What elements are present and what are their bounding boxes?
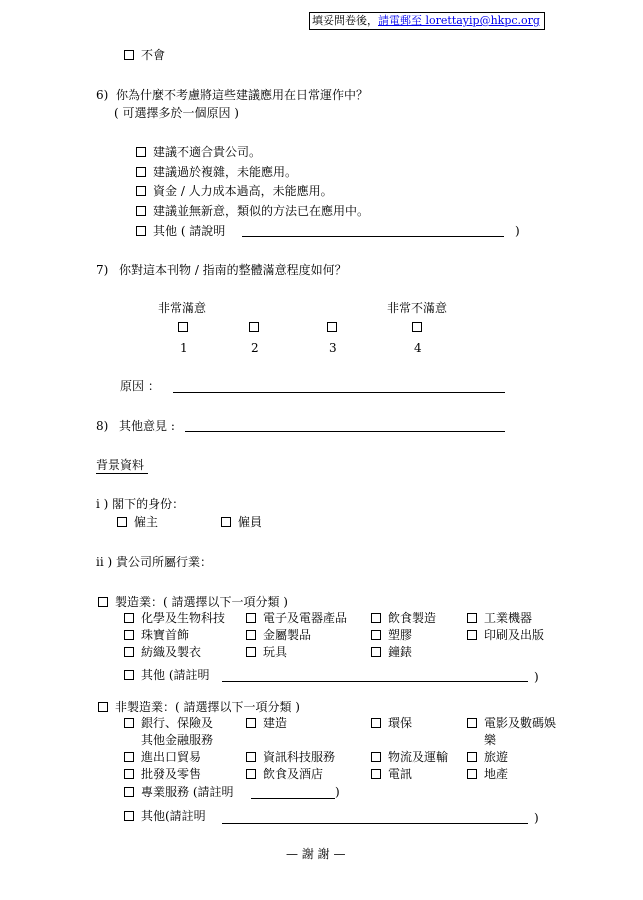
mfg-plastics-label: 塑膠 xyxy=(388,628,413,642)
q6-option-3-checkbox[interactable] xyxy=(136,186,146,196)
nonmfg-it-checkbox[interactable] xyxy=(246,752,256,762)
q6-option-2-checkbox[interactable] xyxy=(136,167,146,177)
nonmfg-film-label: 電影及數碼娛 xyxy=(484,716,557,730)
q7-reason-label: 原因 ： xyxy=(120,379,160,393)
nonmfg-telecom-label: 電訊 xyxy=(388,767,413,781)
nonmfg-professional-label: 專業服務 (請註明 xyxy=(141,785,234,799)
q7-rating-4-checkbox[interactable] xyxy=(412,322,422,332)
nonmfg-real-estate-label: 地產 xyxy=(484,767,509,781)
nonmfg-professional-checkbox[interactable] xyxy=(124,787,134,797)
background-title: 背景資料 xyxy=(96,457,148,474)
mfg-other-checkbox[interactable] xyxy=(124,670,134,680)
q6-hint: ( 可選擇多於一個原因 ) xyxy=(114,106,239,120)
mfg-plastics-checkbox[interactable] xyxy=(371,630,381,640)
q7-rating-1-checkbox[interactable] xyxy=(178,322,188,332)
q6-option-2-label: 建議過於複雜，未能應用。 xyxy=(153,165,298,179)
mfg-jewellery-checkbox[interactable] xyxy=(124,630,134,640)
nonmfg-wholesale-label: 批發及零售 xyxy=(141,767,202,781)
nonmfg-construction-label: 建造 xyxy=(263,716,288,730)
nonmfg-other-checkbox[interactable] xyxy=(124,811,134,821)
mfg-chem-checkbox[interactable] xyxy=(124,613,134,623)
thank-you-footer: — 謝 謝 — xyxy=(286,847,346,861)
q7-rating-2-label: 2 xyxy=(251,341,259,355)
option-no-checkbox[interactable] xyxy=(124,50,134,60)
email-instruction xyxy=(309,12,545,30)
q6-option-other-checkbox[interactable] xyxy=(136,226,146,236)
q7-rating-2-checkbox[interactable] xyxy=(249,322,259,332)
non-manufacturing-label: 非製造業：( 請選擇以下一項分類 ) xyxy=(115,700,300,714)
nonmfg-import-export-checkbox[interactable] xyxy=(124,752,134,762)
nonmfg-other-close: ) xyxy=(534,811,539,825)
identity-employer-checkbox[interactable] xyxy=(117,517,127,527)
q8-label: 其他意見 : xyxy=(119,419,175,433)
mfg-textiles-label: 紡織及製衣 xyxy=(141,645,202,659)
mfg-electronics-checkbox[interactable] xyxy=(246,613,256,623)
nonmfg-real-estate-checkbox[interactable] xyxy=(467,769,477,779)
mfg-watches-label: 鐘錶 xyxy=(388,645,413,659)
q8-input-line[interactable] xyxy=(185,431,505,432)
q8-number: 8) xyxy=(96,419,109,433)
mfg-food-checkbox[interactable] xyxy=(371,613,381,623)
q7-rating-1-label: 1 xyxy=(180,341,188,355)
q6-option-other-label: 其他 ( 請說明 xyxy=(153,224,226,238)
manufacturing-label: 製造業：( 請選擇以下一項分類 ) xyxy=(115,595,288,609)
q7-rating-3-checkbox[interactable] xyxy=(327,322,337,332)
q7-question: 你對這本刊物 / 指南的整體滿意程度如何？ xyxy=(119,263,347,277)
mfg-toys-label: 玩具 xyxy=(263,645,288,659)
nonmfg-catering-label: 飲食及酒店 xyxy=(263,767,324,781)
mfg-metal-checkbox[interactable] xyxy=(246,630,256,640)
mfg-printing-label: 印刷及出版 xyxy=(484,628,545,642)
nonmfg-environment-checkbox[interactable] xyxy=(371,718,381,728)
nonmfg-construction-checkbox[interactable] xyxy=(246,718,256,728)
nonmfg-environment-label: 環保 xyxy=(388,716,413,730)
q7-reason-input-line[interactable] xyxy=(173,392,505,393)
identity-employee-checkbox[interactable] xyxy=(221,517,231,527)
q6-option-1-label: 建議不適合貴公司。 xyxy=(153,145,262,159)
mfg-machinery-label: 工業機器 xyxy=(484,611,533,625)
q6-question: 你為什麼不考慮將這些建議應用在日常運作中？ xyxy=(116,88,369,102)
nonmfg-film-checkbox[interactable] xyxy=(467,718,477,728)
nonmfg-banking-label-cont: 其他金融服務 xyxy=(141,733,214,747)
mfg-chem-label: 化學及生物科技 xyxy=(141,611,226,625)
nonmfg-film-label-cont: 樂 xyxy=(484,733,497,747)
q6-option-3-label: 資金 / 人力成本過高，未能應用。 xyxy=(153,184,333,198)
mfg-other-close: ) xyxy=(534,670,539,684)
manufacturing-checkbox[interactable] xyxy=(98,597,108,607)
nonmfg-telecom-checkbox[interactable] xyxy=(371,769,381,779)
mfg-metal-label: 金屬製品 xyxy=(263,628,312,642)
nonmfg-tourism-label: 旅遊 xyxy=(484,750,509,764)
option-no-label: 不會 xyxy=(141,48,166,62)
q7-rating-4-label: 4 xyxy=(414,341,422,355)
nonmfg-logistics-checkbox[interactable] xyxy=(371,752,381,762)
email-link[interactable]: 請電郵至 lorettayip@hkpc.org xyxy=(378,14,540,27)
nonmfg-other-label: 其他(請註明 xyxy=(141,809,206,823)
q7-rating-3-label: 3 xyxy=(329,341,337,355)
mfg-other-label: 其他 (請註明 xyxy=(141,668,210,682)
q6-option-4-checkbox[interactable] xyxy=(136,206,146,216)
mfg-printing-checkbox[interactable] xyxy=(467,630,477,640)
industry-label: ii ) 貴公司所屬行業： xyxy=(96,555,212,569)
non-manufacturing-checkbox[interactable] xyxy=(98,702,108,712)
nonmfg-professional-input-line[interactable] xyxy=(251,798,335,799)
q7-left-label: 非常滿意 xyxy=(158,301,207,315)
q6-other-input-line[interactable] xyxy=(242,236,504,237)
q7-right-label: 非常不滿意 xyxy=(387,301,448,315)
nonmfg-it-label: 資訊科技服務 xyxy=(263,750,336,764)
mfg-toys-checkbox[interactable] xyxy=(246,647,256,657)
nonmfg-catering-checkbox[interactable] xyxy=(246,769,256,779)
mfg-electronics-label: 電子及電器產品 xyxy=(263,611,348,625)
identity-employee-label: 僱員 xyxy=(238,515,263,529)
q6-option-1-checkbox[interactable] xyxy=(136,147,146,157)
q7-number: 7) xyxy=(96,263,109,277)
nonmfg-banking-checkbox[interactable] xyxy=(124,718,134,728)
identity-label: i ) 閣下的身份： xyxy=(96,497,185,511)
q6-other-close: ) xyxy=(515,224,520,238)
mfg-machinery-checkbox[interactable] xyxy=(467,613,477,623)
nonmfg-professional-close: ) xyxy=(335,785,340,799)
nonmfg-tourism-checkbox[interactable] xyxy=(467,752,477,762)
email-instruction-prefix: 填妥問卷後， xyxy=(312,14,378,27)
mfg-food-label: 飲食製造 xyxy=(388,611,437,625)
nonmfg-logistics-label: 物流及運輸 xyxy=(388,750,449,764)
nonmfg-wholesale-checkbox[interactable] xyxy=(124,769,134,779)
nonmfg-banking-label: 銀行、保險及 xyxy=(141,716,214,730)
identity-employer-label: 僱主 xyxy=(134,515,159,529)
mfg-jewellery-label: 珠寶首飾 xyxy=(141,628,190,642)
q6-number: 6) xyxy=(96,88,109,102)
q6-option-4-label: 建議並無新意，類似的方法已在應用中。 xyxy=(153,204,370,218)
mfg-textiles-checkbox[interactable] xyxy=(124,647,134,657)
nonmfg-other-input-line[interactable] xyxy=(222,823,528,824)
mfg-watches-checkbox[interactable] xyxy=(371,647,381,657)
nonmfg-import-export-label: 進出口貿易 xyxy=(141,750,202,764)
mfg-other-input-line[interactable] xyxy=(222,681,528,682)
